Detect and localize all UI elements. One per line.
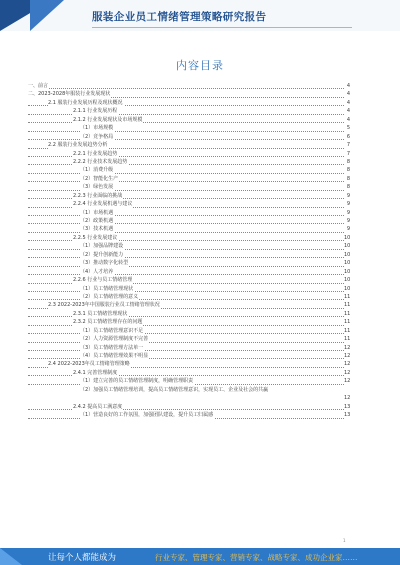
page-number: 1 (343, 538, 346, 543)
toc-entry-label: 2.4.2 提高员工满意度 (73, 403, 123, 410)
toc-entry-page: 9 (344, 200, 350, 208)
page-header (0, 0, 400, 31)
toc-entry-label: （2）提升创新能力 (80, 251, 124, 258)
footer-expert-list: 行业专家、管理专家、营销专家、战略专家、成功企业家…… (155, 552, 358, 562)
toc-entry-page: 4 (344, 116, 350, 124)
toc-entry-page: 10 (344, 277, 351, 284)
toc-entry-page: 7 (344, 141, 350, 149)
toc-entry-label: 二、2023-2028年服装行业发展现状 (28, 91, 111, 98)
toc-entry-label: （3）绿色发展 (80, 184, 114, 191)
toc-entry-label: 2.3.1 员工情绪管理现状 (73, 310, 128, 317)
toc-entry-page: 13 (344, 412, 351, 419)
toc-entry-label: 2.2.1 行业发展趋势 (73, 150, 118, 157)
toc-entry-page: 12 (344, 369, 351, 376)
footer-decoration (0, 548, 22, 565)
toc-entry-label: （2）政策机遇 (80, 218, 114, 224)
toc-entry-page: 12 (344, 378, 351, 385)
toc-entry-page: 12 (344, 344, 351, 351)
toc-entry-page: 8 (344, 175, 350, 183)
toc-entry-page: 4 (344, 107, 350, 115)
toc-entry-page: 10 (344, 260, 351, 267)
toc-entry-page: 11 (344, 327, 351, 334)
report-title: 服装企业员工情绪管理策略研究报告 (92, 11, 267, 23)
toc-entry-page: 9 (344, 217, 350, 225)
header-decoration-accent (30, 0, 64, 31)
toc-entry-label: （1）市场机遇 (80, 209, 114, 216)
toc-entry-label: （2）员工情绪管理的意义 (80, 293, 139, 300)
toc-entry-page: 5 (344, 124, 350, 132)
toc-entry-label: 2.2.5 行业发展建议 (73, 234, 118, 241)
toc-entry-page: 6 (344, 133, 350, 141)
toc-entry-page: 12 (344, 353, 351, 359)
toc-entry-label: （1）加强品牌建设 (80, 243, 124, 250)
toc-entry-label: 2.2 服装行业发展趋势分析 (48, 142, 108, 149)
header-underline (92, 27, 352, 28)
toc-entry-label: （3）员工情绪管理方法单一 (80, 344, 144, 351)
toc-entry-page: 4 (344, 90, 350, 98)
toc-entry-page: 4 (344, 99, 350, 107)
toc-entry-page: 13 (344, 403, 351, 410)
page-footer (0, 548, 400, 565)
toc-entry-page: 10 (344, 243, 351, 250)
table-of-contents (28, 82, 350, 420)
toc-entry-label: （1）员工情绪管理意识不足 (80, 327, 144, 334)
toc-entry-page: 10 (344, 268, 351, 275)
toc-entry-label: （2）加强员工情绪管理培训，提高员工情绪管理意识，实现员工、企业及社会的共赢 (80, 386, 381, 394)
toc-entry[interactable] (28, 377, 350, 385)
toc-entry-label: 2.3 2022-2023年中国服装行业员工情绪管理状况 (48, 302, 160, 309)
toc-entry-label: （3）推动数字化转型 (80, 260, 129, 267)
toc-entry-page: 12 (344, 361, 351, 368)
toc-entry-label: （1）员工情绪管理现状 (80, 285, 134, 292)
toc-entry-page: 4 (344, 82, 350, 90)
toc-entry-page: 11 (344, 302, 351, 309)
toc-entry-label: 2.1 服装行业发展历程及现状概况 (48, 99, 123, 106)
toc-entry-page: 9 (344, 225, 350, 233)
toc-entry-label: （2）智能化生产 (80, 175, 119, 182)
toc-entry-label: （1）消费升级 (80, 167, 114, 174)
footer-slogan: 让每个人都能成为 (48, 553, 117, 563)
toc-entry-page: 9 (344, 192, 350, 200)
toc-entry-page: 11 (344, 293, 351, 300)
toc-entry-label: 2.2.2 行业技术发展趋势 (73, 158, 128, 165)
toc-entry-label: （3）技术机遇 (80, 226, 114, 233)
toc-entry-label: 2.3.2 员工情绪管理存在的问题 (73, 319, 143, 326)
toc-entry-page: 10 (344, 285, 351, 292)
toc-entry-label: 2.1.2 行业发展现状及市场规模 (73, 116, 143, 123)
toc-entry-label: 2.4 2022-2023年员工情绪管理策略 (48, 361, 130, 368)
toc-entry-label: 2.1.1 行业发展历程 (73, 108, 118, 115)
toc-entry[interactable] (28, 411, 350, 419)
toc-entry-label: （4）员工情绪管理效果不明显 (80, 353, 149, 359)
toc-entry-label: （4）人才培养 (80, 268, 114, 275)
toc-entry-page: 7 (344, 150, 350, 158)
toc-entry-label: 2.4.1 完善管理制度 (73, 369, 118, 376)
toc-entry-label: （2）竞争格局 (80, 133, 114, 140)
toc-entry-page: 8 (344, 166, 350, 174)
toc-entry-page: 12 (344, 395, 351, 402)
toc-entry-label: 2.2.4 行业发展机遇与建议 (73, 201, 133, 208)
toc-entry-page: 11 (344, 319, 351, 326)
toc-entry-page: 8 (344, 183, 350, 191)
toc-entry-page: 11 (344, 310, 351, 317)
toc-entry-label: 2.2.3 行业面临的挑战 (73, 192, 123, 199)
toc-entry-label: （2）人力资源管理制度不完善 (80, 336, 149, 343)
toc-entry-label: 一、前言 (28, 83, 49, 89)
toc-entry-page: 10 (344, 234, 351, 241)
toc-entry-page: 10 (344, 251, 351, 258)
toc-entry-label: （1）市场规模 (80, 125, 114, 132)
toc-entry-page: 8 (344, 158, 350, 166)
toc-entry-label: 2.2.6 行业与员工情绪管理 (73, 277, 133, 284)
toc-entry-label: （1）建立完善的员工情绪管理制度，明确管理职责 (80, 378, 194, 385)
toc-entry-label: （1）营造良好的工作氛围，加强团队建设，提升员工归属感 (80, 412, 214, 419)
toc-entry-page: 9 (344, 209, 350, 217)
toc-entry-page: 11 (344, 336, 351, 343)
toc-heading: 内容目录 (176, 59, 224, 72)
